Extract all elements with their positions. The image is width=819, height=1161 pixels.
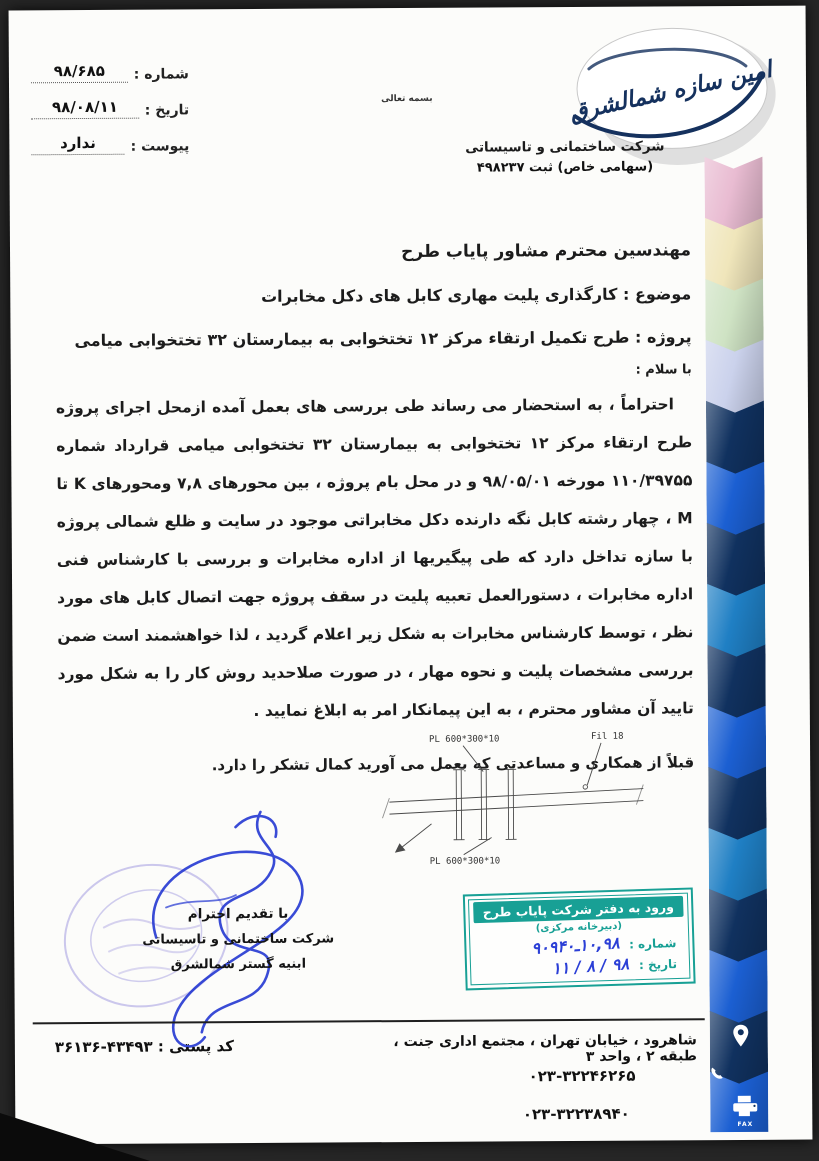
entry-stamp [463, 887, 696, 990]
phone-icon [710, 1066, 724, 1080]
fax-label: FAX [737, 1120, 754, 1129]
attachment-value: ندارد [31, 134, 124, 156]
signature-respect-line: با تقدیم احترام [187, 905, 289, 923]
closing-line: قبلاً از همکاری و مساعدتی که بعمل می آورید کمال تشکر را دارد. [211, 753, 695, 775]
date-value: ۹۸/۰۸/۱۱ [31, 98, 139, 120]
project-line: پروژه : طرح تکمیل ارتقاء مرکز ۱۲ تختخوابی به بیمارستان ۳۲ تختخوابی میامی [74, 327, 692, 351]
plate-technical-drawing [371, 726, 664, 870]
entry-stamp-inner [468, 893, 691, 986]
signature-block [132, 901, 344, 977]
decorative-border [704, 156, 768, 1132]
field-attachment [31, 133, 189, 155]
recipient-line: مهندسین محترم مشاور پایاب طرح [401, 240, 692, 263]
logo-calligraphy-text: امین سازه شمالشرق [567, 56, 775, 127]
letter-page [9, 6, 813, 1145]
company-name: شرکت ساختمانی و تاسیساتی [465, 138, 665, 156]
postal-label: کد پستی : [157, 1037, 234, 1056]
subject-line: موضوع : کارگذاری پلیت مهاری کابل های دکل مخابرات [260, 284, 692, 306]
chevron-shape [704, 156, 762, 230]
company-registration: (سهامی خاص) ثبت ۴۹۸۲۳۷ [476, 159, 654, 176]
signature-company-name: ابنیه گستر شمالشرق [170, 956, 307, 973]
letter-content [55, 240, 694, 775]
date-label: تاریخ : [144, 102, 190, 119]
company-block [447, 138, 682, 175]
location-pin-icon [732, 1024, 750, 1048]
field-date [31, 97, 189, 119]
postal-value: ۳۶۱۳۶-۴۳۴۹۳ [54, 1037, 153, 1057]
bolt-label: Fil 18 [590, 731, 624, 742]
number-label: شماره : [133, 66, 189, 83]
address-line: شاهرود ، خیابان تهران ، مجتمع اداری جنت ، طبقه ۲ ، واحد ۳ [393, 1032, 697, 1065]
plate-label-top: PL 600*300*10 [428, 734, 500, 745]
number-value: ۹۸/۶۸۵ [31, 62, 128, 84]
entry-stamp-date-label: تاریخ : [638, 956, 678, 972]
salutation-line: با سلام : [635, 362, 692, 378]
entry-stamp-number-label: شماره : [628, 935, 677, 951]
phone-number-2: ۰۲۳-۳۲۲۳۸۹۴۰ [522, 1104, 630, 1124]
entry-stamp-title: ورود به دفتر شرکت پایاب طرح [473, 896, 684, 923]
entry-stamp-number-value: ۱۰,۹۸ـ۹۰۹۴۰ [530, 933, 620, 958]
field-number [31, 61, 189, 83]
attachment-label: پیوست : [130, 138, 190, 155]
entry-stamp-date-value: ۹۸ / ۸ / ۱۱ [551, 954, 630, 979]
postal-code [55, 1037, 234, 1056]
body-paragraph: احتراماً ، به استحضار می رساند طی بررسی های بعمل آمده ازمحل اجرای پروژه طرح ارتقاء مرکز ۱۲ تختخوابی به بیمارستان ۳۲ تختخوابی میامی قرارداد شماره ۱۱۰/۳۹۷۵۵ مورخه ۹۸/۰۵/۰۱ و در محل بام پروژه ، بین محورهای ۷,۸ ومحورهای K تا M ، چهار رشته کابل نگه دارنده دکل مخابراتی موجود در سایت و ظلع شمالی پروژه با سازه تداخل دارد که طی پیگیریها از اداره مخابرات و بررسی با کارشناس فنی اداره مخابرات ، دستورالعمل تعبیه پلیت در سقف پروژه جهت اتصال کابل های مورد نظر ، توسط کارشناس مخابرات به شکل زیر اعلام گردید ، لذا خواهشمند است ضمن بررسی مشخصات پلیت و نحوه مهار ، در صورت صلاحدید روش کار را به شکل مورد تایید آن مشاور محترم ، به این پیمانکار امر به ابلاغ نمایید . [55, 395, 694, 720]
header-meta-fields [31, 61, 190, 170]
besmellah-text: بسمه تعالی [381, 93, 433, 105]
phone-number-1: ۰۲۳-۳۲۲۴۶۲۶۵ [528, 1066, 636, 1086]
fax-icon [730, 1094, 760, 1128]
plate-label-bottom: PL 600*300*10 [429, 856, 501, 867]
signature-company-line: شرکت ساختمانی و تاسیساتی [142, 931, 335, 948]
entry-stamp-subtitle: (دبیرخانه مرکزی) [535, 920, 623, 935]
